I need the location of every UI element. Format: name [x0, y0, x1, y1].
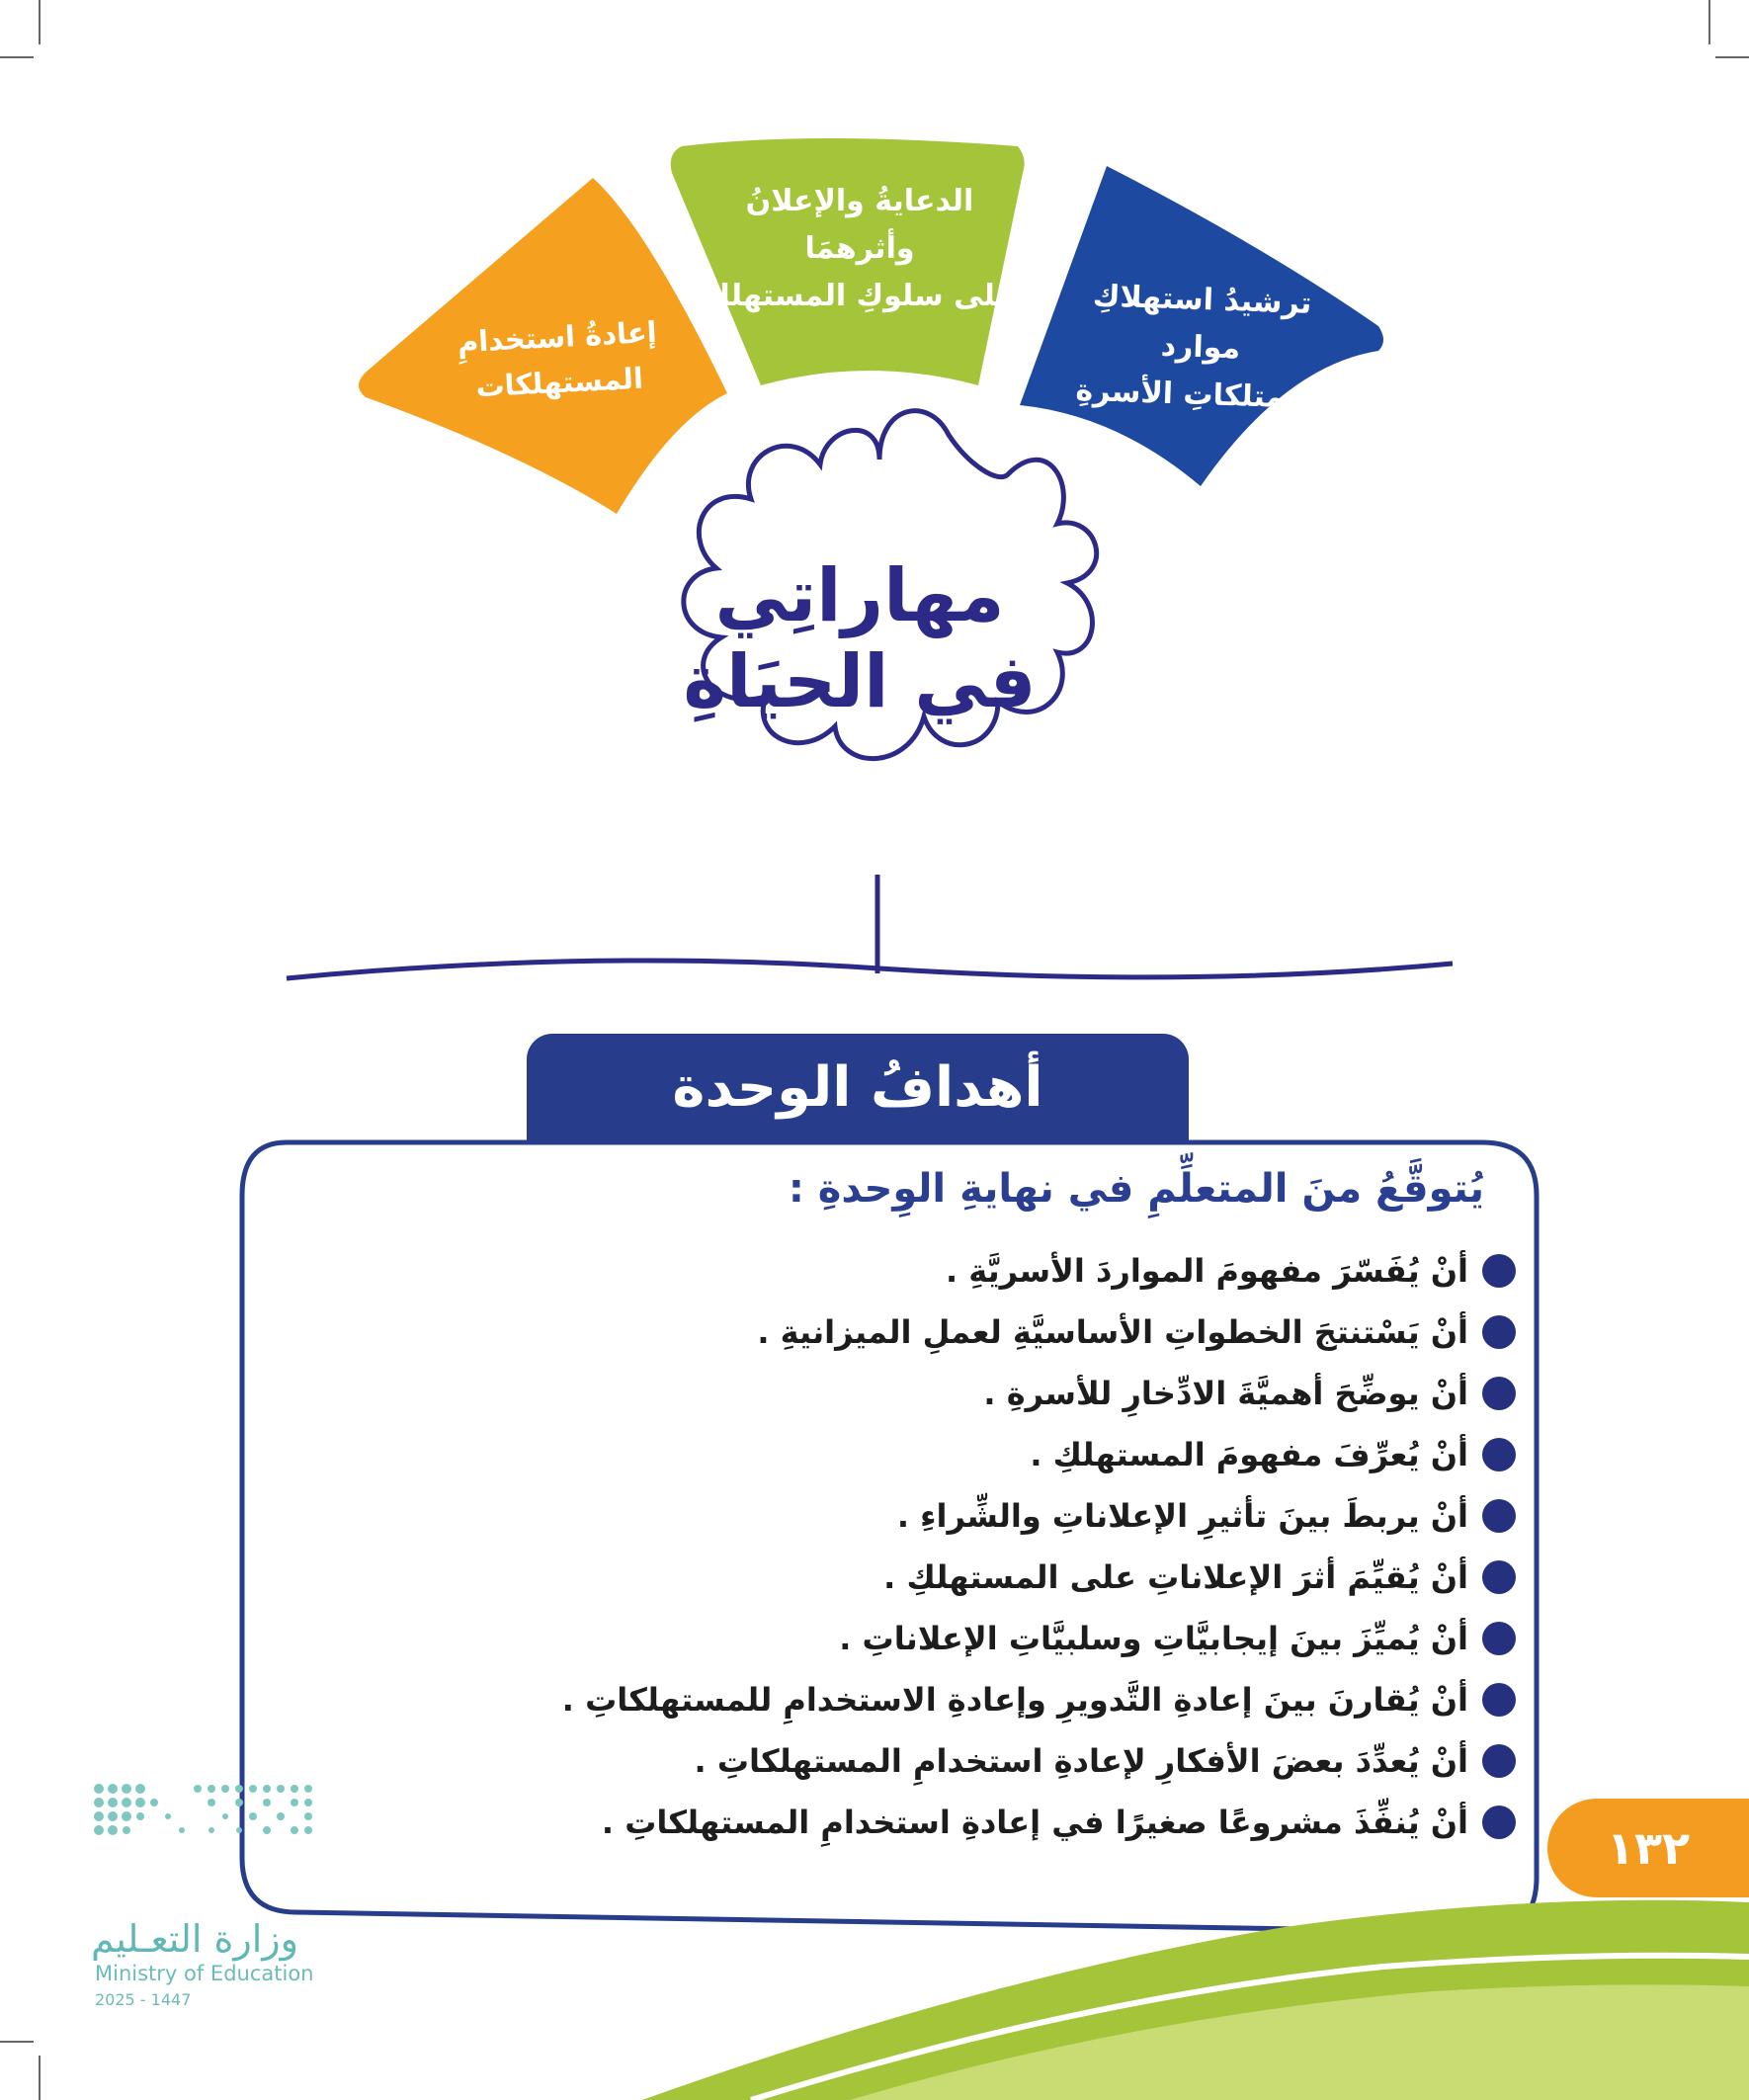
bullet-icon — [1482, 1377, 1516, 1410]
goal-text: أنْ يُفَسّرَ مفهومَ المواردَ الأسريَّةِ . — [945, 1252, 1468, 1290]
goal-item — [330, 1608, 1516, 1669]
ministry-logo-english: Ministry of Education — [95, 1962, 314, 1985]
goals-list — [330, 1240, 1516, 1853]
bullet-icon — [1482, 1806, 1516, 1839]
goal-text: أنْ يربطَ بينَ تأثيرِ الإعلاناتِ والشِّراءِ . — [896, 1497, 1468, 1535]
goal-item — [330, 1240, 1516, 1302]
petal-left-line1: إعادةُ استخدامِ — [457, 314, 658, 360]
page-number: ١٣٢ — [1547, 1799, 1749, 1897]
ground-line — [287, 961, 1453, 978]
petal-left-line2: المستهلكات — [474, 361, 644, 404]
goal-item — [330, 1363, 1516, 1424]
bullet-icon — [1482, 1254, 1516, 1288]
goal-item — [330, 1547, 1516, 1608]
ministry-logo-arabic: وزارة التعـليم — [91, 1917, 299, 1961]
goal-item — [330, 1792, 1516, 1853]
goals-intro: يُتوقَّعُ منَ المتعلِّمِ في نهايةِ الوِحدةِ : — [788, 1166, 1484, 1212]
bullet-icon — [1482, 1560, 1516, 1594]
goal-item — [330, 1669, 1516, 1730]
goal-text: أنْ يَسْتنتجَ الخطواتِ الأساسيَّةِ لعملِ الميزانيةِ . — [757, 1313, 1468, 1351]
goal-text: أنْ يُقيِّمَ أثرَ الإعلاناتِ على المستهلكِ . — [883, 1558, 1468, 1596]
goal-item — [330, 1424, 1516, 1485]
goal-item — [330, 1730, 1516, 1792]
petal-right-label — [1055, 272, 1347, 424]
petal-middle-label — [697, 178, 1023, 320]
goal-text: أنْ يُعرِّفَ مفهومَ المستهلكِ . — [1030, 1436, 1468, 1473]
bullet-icon — [1482, 1438, 1516, 1471]
petal-right-line2: وممتلكاتِ الأسرةِ — [1074, 373, 1323, 417]
ministry-logo-year: 2025 - 1447 — [95, 1990, 192, 2009]
bullet-icon — [1482, 1683, 1516, 1717]
petal-right-line1: ترشيدُ استهلاكِ موارد — [1092, 279, 1313, 367]
unit-title-line1: مهاراتِي — [714, 553, 1005, 638]
petal-left-label — [438, 308, 680, 412]
goal-item — [330, 1485, 1516, 1547]
goal-text: أنْ يُنفِّذَ مشروعًا صغيرًا في إعادةِ استخدامِ المستهلكاتِ . — [601, 1804, 1468, 1841]
bullet-icon — [1482, 1622, 1516, 1655]
bullet-icon — [1482, 1315, 1516, 1349]
goal-text: أنْ يُعدِّدَ بعضَ الأفكارِ لإعادةِ استخدامِ المستهلكاتِ . — [694, 1742, 1468, 1780]
goal-item — [330, 1302, 1516, 1363]
bullet-icon — [1482, 1499, 1516, 1533]
goals-heading: أهدافُ الوحدة — [527, 1034, 1189, 1142]
unit-title-line2: في الحيَاةِ — [683, 639, 1037, 725]
bullet-icon — [1482, 1744, 1516, 1778]
petal-middle-line1: الدعايةُ والإعلانُ وأثرهمَا — [745, 184, 974, 266]
goal-text: أنْ يُقارنَ بينَ إعادةِ التَّدويرِ وإعادةِ الاستخدامِ للمستهلكاتِ . — [561, 1681, 1468, 1719]
petal-middle-line2: على سلوكِ المستهلكِ — [703, 279, 1017, 313]
unit-title — [632, 553, 1087, 726]
goal-text: أنْ يوضِّحَ أهميَّةَ الادِّخارِ للأسرةِ . — [983, 1375, 1468, 1412]
goal-text: أنْ يُميِّزَ بينَ إيجابيَّاتِ وسلبيَّاتِ الإعلاناتِ . — [839, 1620, 1468, 1657]
